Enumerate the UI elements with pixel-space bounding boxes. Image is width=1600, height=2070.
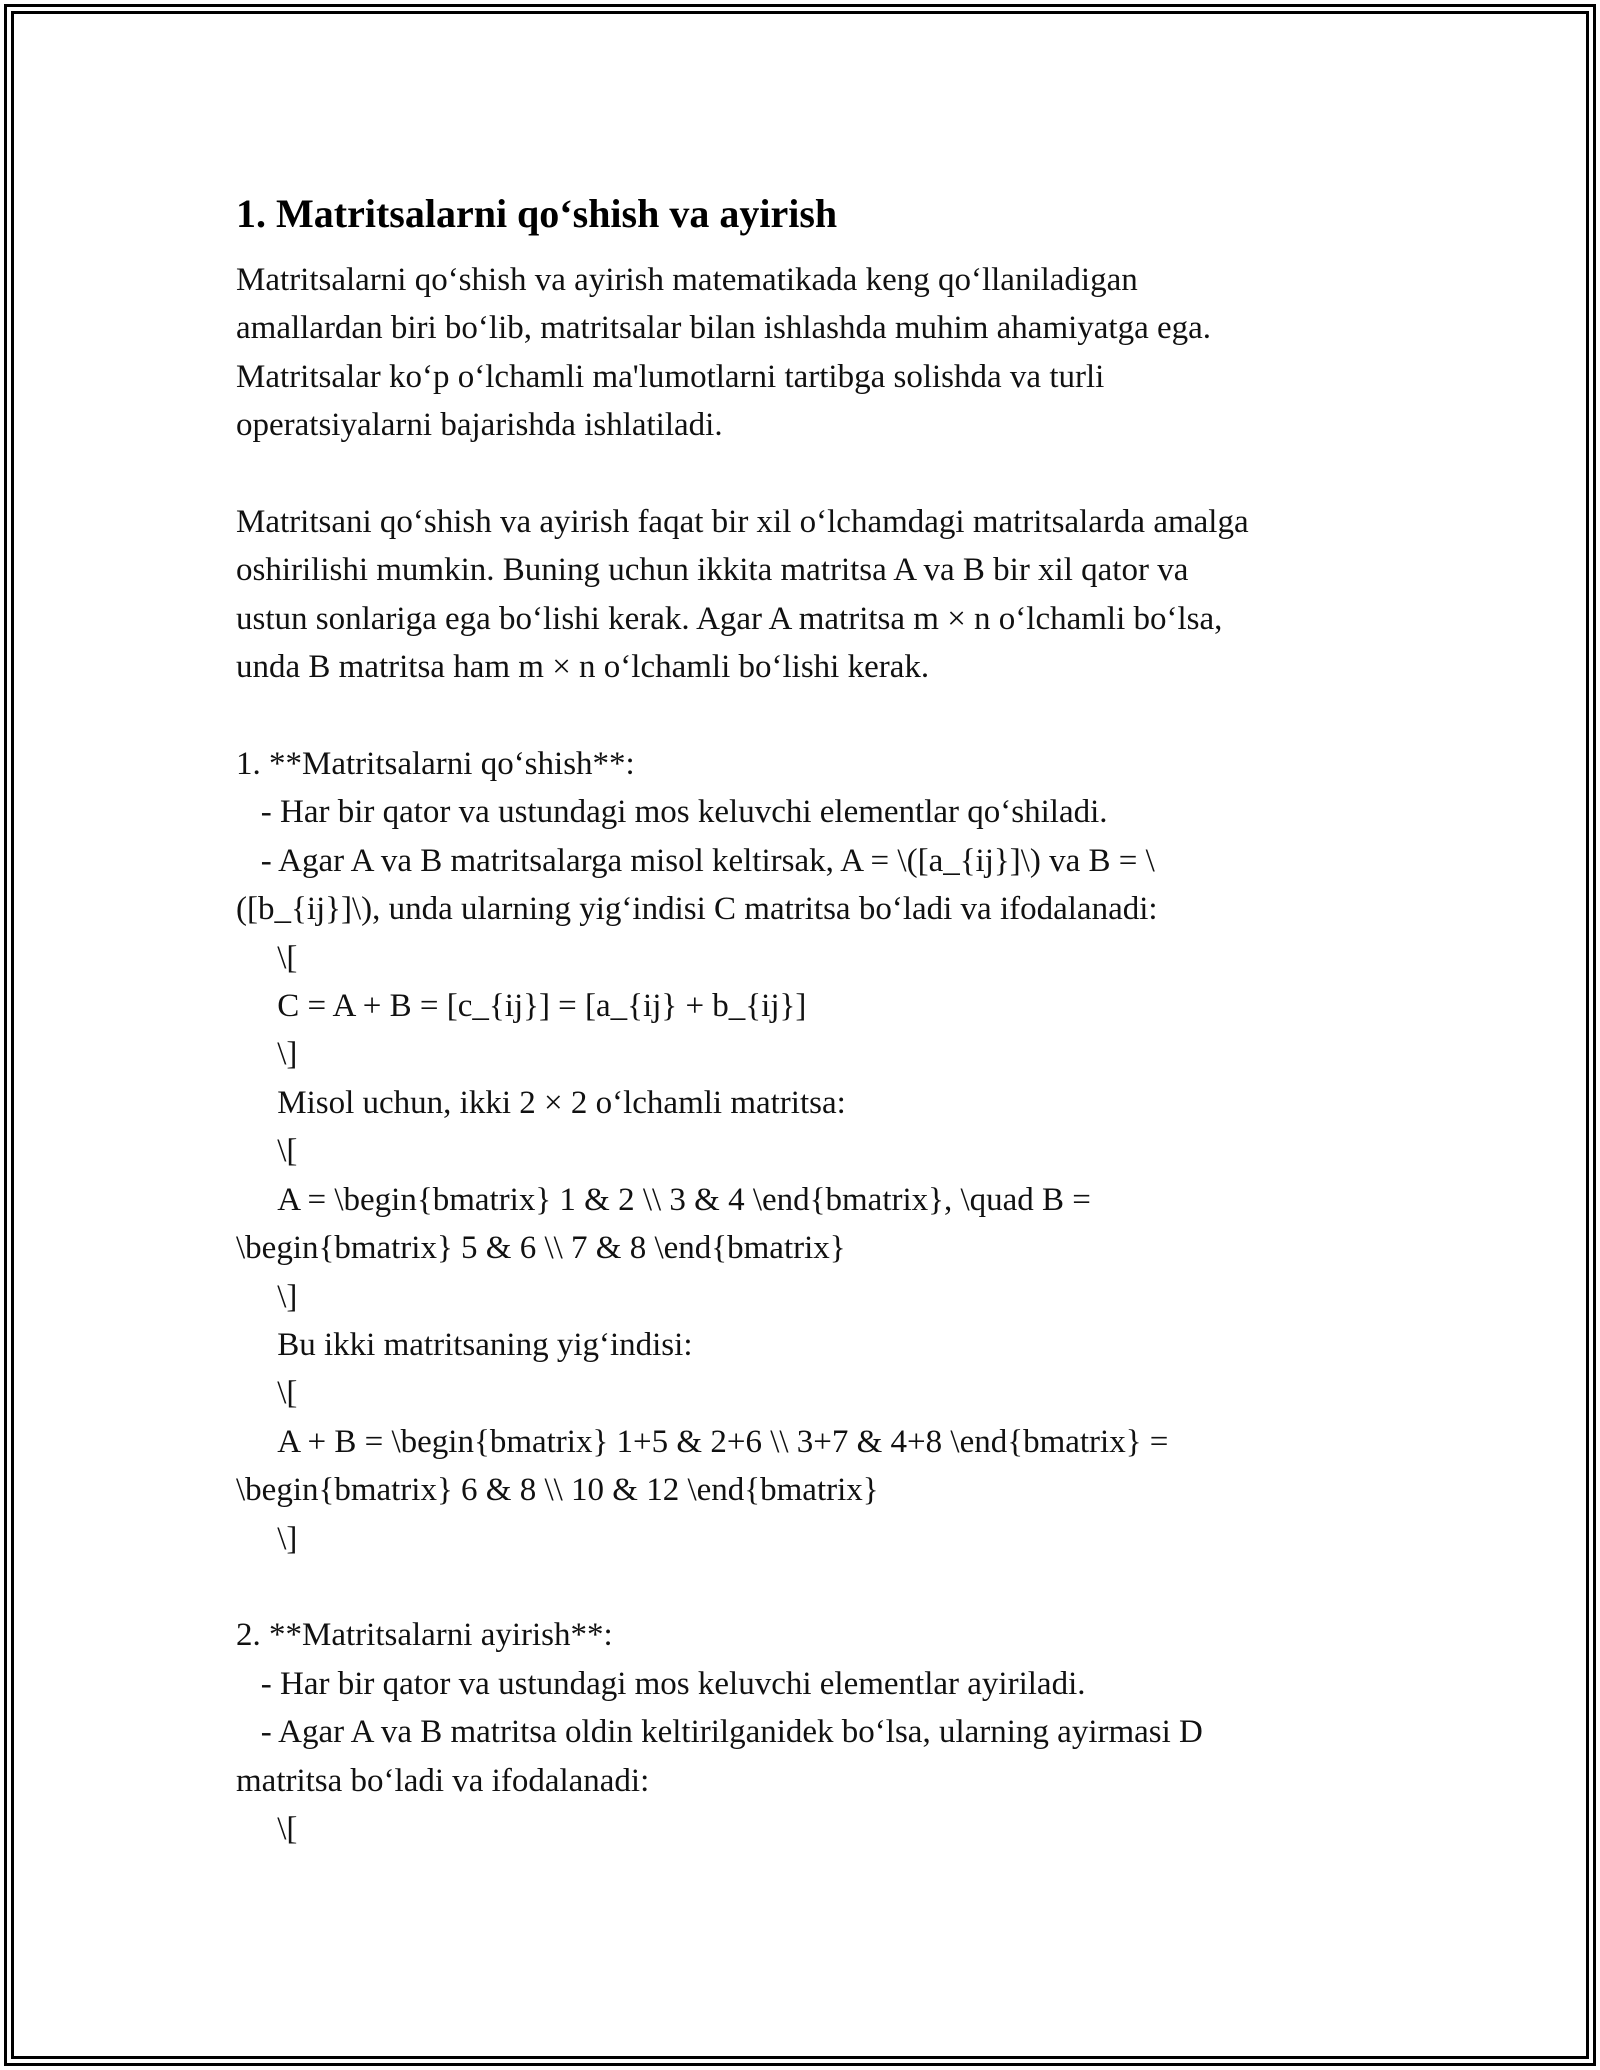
paragraph-spacer [236, 450, 1416, 498]
requirement-paragraph: Matritsani qo‘shish va ayirish faqat bir xil o‘lchamdagi matritsalarda amalga oshirilishi mumkin. Buning uchun ikkita matritsa A va B bir xil qator va ustun sonlariga ega bo‘lishi kerak. Agar A matritsa m × n o‘lchamli bo‘lsa, unda B matritsa ham m × n o‘lchamli bo‘lishi kerak. [236, 504, 1249, 686]
subtraction-section: 2. **Matritsalarni ayirish**: - Har bir qator va ustundagi mos keluvchi elementlar ayiriladi. - Agar A va B matritsa oldin keltirilganidek bo‘lsa, ularning ayirmasi D matritsa bo‘ladi va ifodalanadi: \[ [236, 1617, 1203, 1847]
addition-section: 1. **Matritsalarni qo‘shish**: - Har bir qator va ustundagi mos keluvchi elementlar qo‘shiladi. - Agar A va B matritsalarga misol keltirsak, A = \([a_{ij}]\) va B = \ ([b_{ij}]\), unda ularning yig‘indisi C matritsa bo‘ladi va ifodalanadi: \[ C = A + B = [c_{ij}] = [a_{ij} + b_{ij}] \] Misol uchun, ikki 2 × 2 o‘lchamli matritsa: \[ A = \begin{bmatrix} 1 & 2 \\ 3 & 4 \end{bmatrix}, \quad B = \begin{bmatrix} 5 & 6 \\ 7 & 8 \end{bmatrix} \] Bu ikki matritsaning yig‘indisi: \[ A + B = \begin{bmatrix} 1+5 & 2+6 \\ 3+7 & 4+8 \end{bmatrix} = \begin{bmatrix} 6 & 8 \\ 10 & 12 \end{bmatrix} \] [236, 746, 1169, 1557]
section-heading: 1. Matritsalarni qo‘shish va ayirish [236, 191, 838, 236]
intro-paragraph: Matritsalarni qo‘shish va ayirish matematikada keng qo‘llaniladigan amallardan biri bo‘lib, matritsalar bilan ishlashda muhim ahamiyatga ega. Matritsalar ko‘p o‘lchamli ma'lumotlarni tartibga solishda va turli operatsiyalarni bajarishda ishlatiladi. [236, 262, 1212, 444]
document-body [236, 186, 1416, 1853]
paragraph-spacer [236, 1563, 1416, 1611]
paragraph-spacer [236, 692, 1416, 740]
